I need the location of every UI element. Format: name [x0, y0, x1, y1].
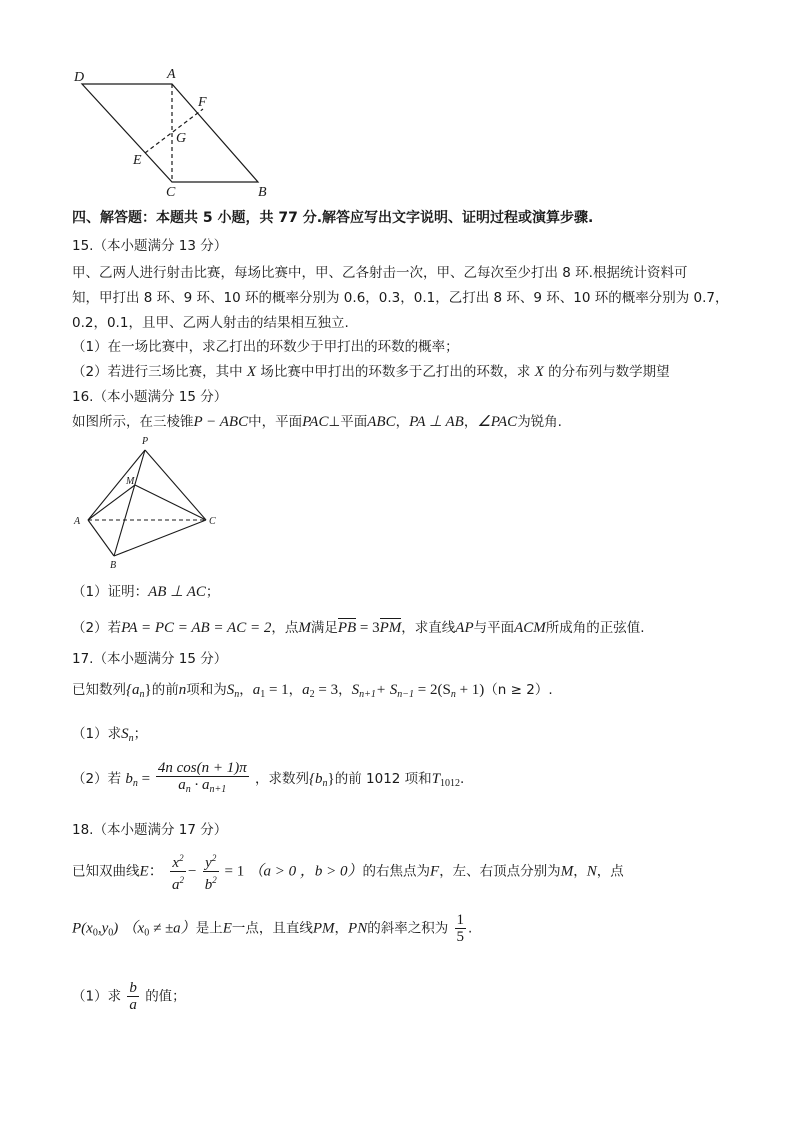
q18-header: 18.（本小题满分 17 分）	[72, 822, 228, 838]
q16-part1: （1）证明：AB ⊥ AC；	[72, 584, 220, 600]
q16-statement: 如图所示，在三棱锥P − ABC中，平面PAC⊥平面ABC，PA ⊥ AB，∠PAC为锐角.	[72, 414, 562, 430]
label-a: A	[167, 67, 176, 82]
q18-part1: （1）求 $\frac{b}{a}$ 的值；	[72, 980, 186, 1013]
label-c: C	[209, 516, 216, 527]
dashed-line-ef	[145, 109, 203, 153]
label-m: M	[126, 476, 135, 487]
q15-line3: 0.2，0.1，且甲、乙两人射击的结果相互独立.	[72, 315, 349, 331]
q17-statement: 已知数列$\{a_n\}$的前n项和为$S_n$，$a_1 = 1$，$a_2 = 3$，$S_{n+1}+ S_{n-1} = 2(S_n + 1)(n \ge 2)$.	[72, 682, 553, 700]
variable-x: X	[246, 364, 257, 380]
q16-part2: （2）若PA = PC = AB = AC = 2，点M满足PB = 3PM，求直线AP与平面ACM所成角的正弦值.	[72, 620, 645, 636]
q16-header: 16.（本小题满分 15 分）	[72, 389, 228, 405]
label-e: E	[133, 153, 142, 168]
q15-line2: 知，甲打出 8 环、9 环、10 环的概率分别为 0.6，0.3，0.1，乙打出 8 环、9 环、10 环的概率分别为 0.7，	[72, 290, 729, 306]
q18-line2: $P(x_0,y_0) (x_0 \ne \pm a)$是上E一点，且直线PM，PN的斜率之积为 $\frac{1}{5}$ .	[72, 912, 473, 945]
q15-part1: （1）在一场比赛中，求乙打出的环数少于甲打出的环数的概率；	[72, 339, 459, 355]
label-p: P	[142, 436, 149, 447]
label-b: B	[110, 560, 117, 571]
parallelogram-figure	[70, 64, 280, 200]
section-title: 四、解答题：本题共 5 小题，共 77 分.解答应写出文字说明、证明过程或演算步骤.	[72, 210, 594, 226]
q15-part2: （2）若进行三场比赛，其中 X 场比赛中甲打出的环数多于乙打出的环数，求 X 的分布列与数学期望	[72, 364, 670, 380]
edge-ab	[88, 520, 114, 556]
parallelogram-outline	[82, 84, 258, 182]
tetrahedron-figure	[70, 432, 230, 572]
variable-x: X	[534, 364, 544, 380]
label-a: A	[74, 516, 81, 527]
q15-line1: 甲、乙两人进行射击比赛，每场比赛中，甲、乙各射击一次，甲、乙每次至少打出 8 环.根据统计资料可	[72, 265, 688, 281]
edge-pc	[145, 450, 206, 520]
q17-part2: （2）若 $b_n$ = $\frac{\text{4n cos(n + 1)π}}{a_n \cdot a_{n+1}}$ ，求数列$\{b_n\}$的前 1012 项和$T_{1012}$.	[72, 760, 464, 798]
edge-pa	[88, 450, 145, 520]
fraction-bn: $\frac{\text{4n cos(n + 1)π}}{a_n \cdot a_{n+1}}$	[157, 760, 247, 795]
segment-am	[88, 485, 135, 520]
q17-header: 17.（本小题满分 15 分）	[72, 651, 228, 667]
q17-part1: （1）求$S_n$；	[72, 726, 148, 744]
edge-pb	[114, 450, 145, 556]
segment-mc	[135, 485, 206, 520]
label-c: C	[166, 185, 176, 200]
q15-header: 15.（本小题满分 13 分）	[72, 238, 228, 254]
label-f: F	[198, 95, 207, 110]
label-b: B	[258, 185, 267, 200]
edge-bc	[114, 520, 206, 556]
label-g: G	[176, 131, 187, 146]
label-d: D	[74, 70, 85, 85]
q18-statement: 已知双曲线E： $\frac{x^2}{a^2}$ − $\frac{y^2}{b^2}$ = 1 （a > 0 ，b > 0）的右焦点为F，左、右顶点分别为M，N，点	[72, 850, 624, 893]
